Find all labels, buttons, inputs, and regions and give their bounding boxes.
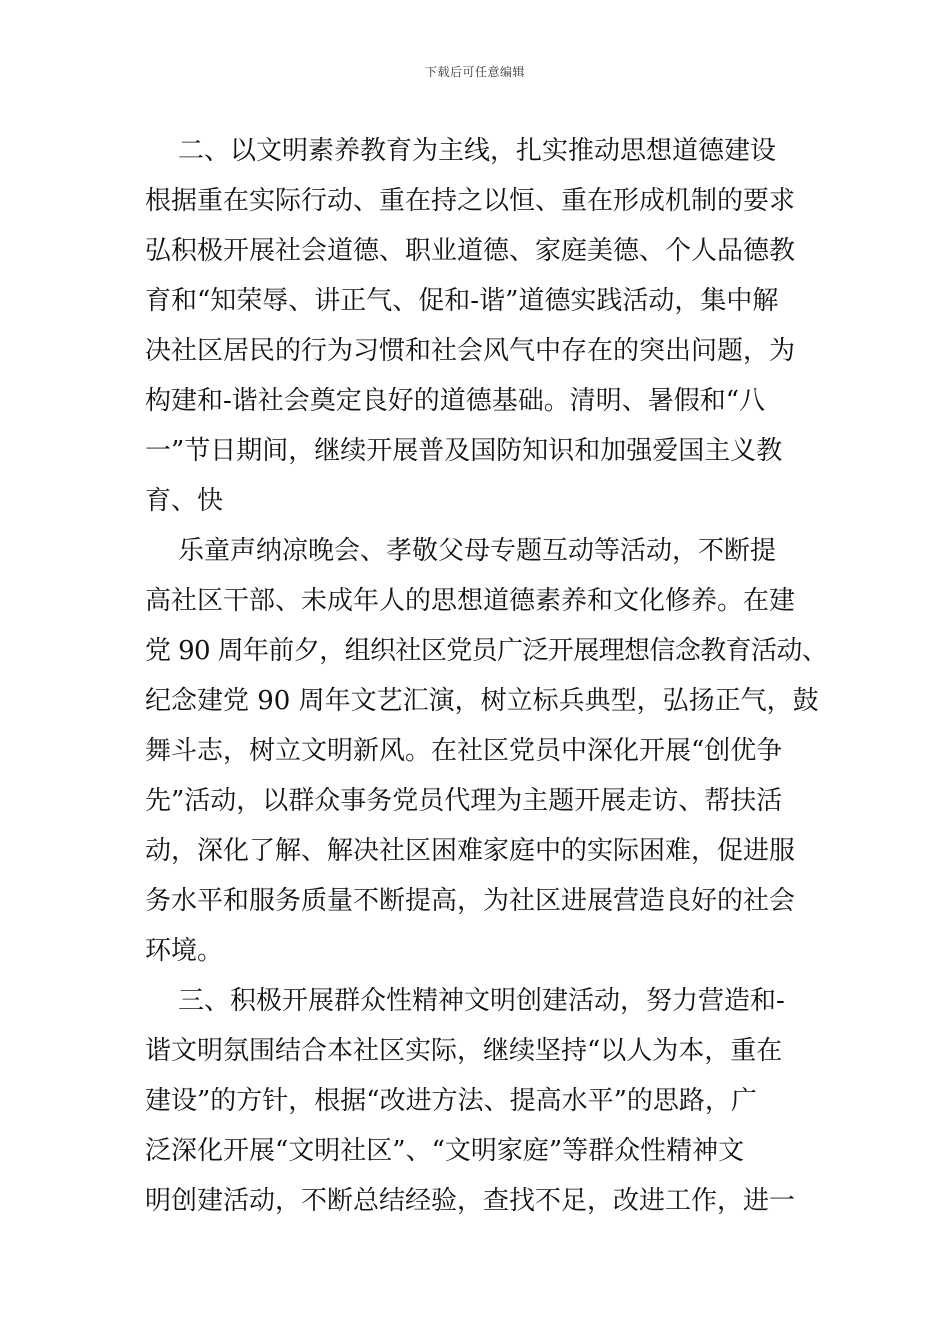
text-line: 环境。: [145, 936, 224, 966]
text-line: 育和“知荣辱、讲正气、促和-谐”道德实践活动，集中解: [145, 286, 779, 316]
text-line: 育、快: [145, 486, 224, 516]
text-line: 泛深化开展“文明社区”、“文明家庭”等群众性精神文: [145, 1136, 745, 1166]
text-line: 一”节日期间，继续开展普及国防知识和加强爱国主义教: [145, 436, 783, 466]
text-line: 先”活动，以群众事务党员代理为主题开展走访、帮扶活: [145, 786, 783, 816]
text-line: 谐文明氛围结合本社区实际，继续坚持“以人为本，重在: [145, 1036, 783, 1066]
text-line: 明创建活动，不断总结经验，查找不足，改进工作，进一: [145, 1186, 796, 1216]
text-line: 建设”的方针，根据“改进方法、提高水平”的思路，广: [145, 1086, 757, 1116]
text-line: 构建和-谐社会奠定良好的道德基础。清明、暑假和“八: [145, 386, 766, 416]
text-line: 决社区居民的行为习惯和社会风气中存在的突出问题，为: [145, 336, 796, 366]
text-line: 务水平和服务质量不断提高，为社区进展营造良好的社会: [145, 886, 796, 916]
text-line: 乐童声纳凉晚会、孝敬父母专题互动等活动，不断提: [145, 536, 777, 566]
text-line: 动，深化了解、解决社区困难家庭中的实际困难，促进服: [145, 836, 796, 866]
text-line: 党 90 周年前夕，组织社区党员广泛开展理想信念教育活动、: [145, 636, 828, 666]
text-line: 高社区干部、未成年人的思想道德素养和文化修养。在建: [145, 586, 796, 616]
text-line: 舞斗志，树立文明新风。在社区党员中深化开展“创优争: [145, 736, 783, 766]
document-body: [145, 126, 828, 1226]
text-line: 根据重在实际行动、重在持之以恒、重在形成机制的要求: [145, 186, 796, 216]
text-line: 二、以文明素养教育为主线，扎实推动思想道德建设: [145, 136, 777, 166]
text-line: 纪念建党 90 周年文艺汇演，树立标兵典型，弘扬正气，鼓: [145, 686, 819, 716]
page-header: 下载后可任意编辑: [424, 65, 525, 79]
text-line: 弘积极开展社会道德、职业道德、家庭美德、个人品德教: [145, 236, 796, 266]
text-line: 三、积极开展群众性精神文明创建活动，努力营造和-: [145, 986, 785, 1016]
